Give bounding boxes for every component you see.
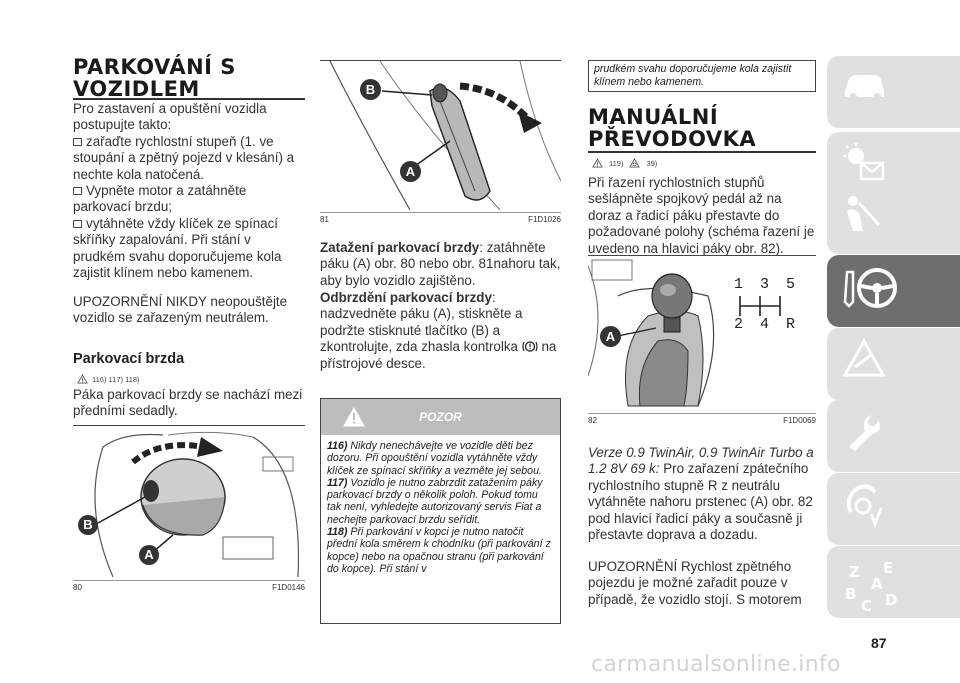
figure-caption <box>73 580 305 592</box>
title-line-2: PŘEVODOVKA <box>588 127 757 151</box>
tab-safety[interactable] <box>827 182 960 254</box>
gear-pattern-top: 1 3 5 <box>734 276 800 293</box>
svg-text:D: D <box>885 591 898 609</box>
warning-refs: 116) 117) 118) <box>77 374 140 384</box>
figure-82 <box>588 255 816 408</box>
bullet-item: Vypněte motor a zatáhněte parkovací brzdu; <box>73 183 247 215</box>
svg-text:B: B <box>845 585 857 603</box>
intro-block <box>73 101 305 281</box>
callout-b: B <box>360 79 381 100</box>
brake-warning-light-icon <box>522 340 538 353</box>
figure-code: F1D0146 <box>272 583 305 592</box>
svg-text:C: C <box>861 597 873 611</box>
notice-text: UPOZORNĚNÍ Rychlost zpětného pojezdu je možné zařadit pouze v případě, že vozidlo stojí. S motorem <box>588 559 802 607</box>
warning-triangle-icon <box>77 374 88 384</box>
index-icon <box>841 555 901 611</box>
section-title <box>588 106 828 150</box>
bullet-item: zařaďte rychlostní stupeň (1. ve stoupání a zpětný pojezd v klesání) a nechte kola natočená. <box>73 133 295 182</box>
tab-emergency[interactable] <box>827 328 960 400</box>
figure-rule <box>73 425 305 426</box>
warning-body <box>321 435 560 580</box>
multimedia-icon <box>841 482 887 528</box>
figure-80 <box>73 427 305 577</box>
title-rule <box>73 98 305 100</box>
checkbox-bullet-icon <box>73 138 82 146</box>
svg-text:A: A <box>871 575 883 593</box>
title-line-1: PARKOVÁNÍ S <box>73 55 236 79</box>
warning-item: 116) Nikdy nenechávejte ve vozidle děti bez dozoru. Při opouštění vozidla vytáhněte vždy klíček ze spínací skříňky a vezměte jej sebou. <box>327 440 542 477</box>
warning-light-icon <box>841 141 887 187</box>
figure-caption <box>588 413 816 425</box>
steering-icon <box>841 264 901 314</box>
title-rule <box>588 151 816 153</box>
figure-number: 80 <box>73 583 82 592</box>
page-number: 87 <box>871 635 887 651</box>
callout-a: A <box>400 161 421 182</box>
svg-text:Z: Z <box>849 563 860 581</box>
warning-item: 117) Vozidlo je nutno zabrzdit zatažením páky parkovací brzdy o několik poloh. Pokud tomu tak není, vyhledejte autorizovaný servis Fiat a nechejte parkovací brzdu seřídit. <box>327 476 543 526</box>
warning-item: 118) Při parkování v kopci je nutno natočit přední kola směrem k chodníku (při parkování z kopce) nebo na opačnou stranu (při parkování do kopce). Při stání v <box>327 526 551 575</box>
tab-index[interactable] <box>827 546 960 618</box>
engage-brake-text: Zatažení parkovací brzdy: zatáhněte páku (A) obr. 80 nebo obr. 81nahoru tak, aby bylo vozidlo zajištěno. <box>320 240 561 288</box>
title-line-1: MANUÁLNÍ <box>588 105 719 129</box>
figure-code: F1D1026 <box>528 215 561 224</box>
warning-box <box>320 398 561 624</box>
tab-multimedia[interactable] <box>827 473 960 545</box>
figure-code: F1D0069 <box>783 416 816 425</box>
car-icon <box>841 65 887 105</box>
figure-caption <box>320 212 561 224</box>
emergency-icon <box>841 337 887 383</box>
svg-text:E: E <box>883 559 894 577</box>
release-brake-text: Odbrzdění parkovací brzdy: nadzvedněte páku (A), stiskněte a podržte stisknuté tlačítko (B) a zkontrolujte, zda zhasla kontrolka na přístrojové desce. <box>320 290 557 371</box>
subsection-heading: Parkovací brzda <box>73 351 185 367</box>
notice-text: UPOZORNĚNÍ NIKDY neopouštějte vozidlo se zařazeným neutrálem. <box>73 294 288 326</box>
callout-b: B <box>78 515 98 535</box>
section-title <box>73 56 313 100</box>
warning-title: POZOR <box>419 410 462 424</box>
service-icon <box>841 409 887 455</box>
checkbox-bullet-icon <box>73 187 82 195</box>
safety-icon <box>841 191 887 237</box>
callout-a: A <box>139 545 159 565</box>
tab-car[interactable] <box>827 56 960 128</box>
bullet-item: vytáhněte vždy klíček ze spínací skříňky zapalování. Při stání v prudkém svahu doporučujeme kola zajistit klínem nebo kamenem. <box>73 215 282 281</box>
title-line-2: VOZIDLEM <box>73 77 200 101</box>
figure-number: 82 <box>588 416 597 425</box>
gear-pattern-bottom: 2 4 R <box>734 316 800 333</box>
intro-text: Pro zastavení a opuštění vozidla postupujte takto: <box>73 101 267 133</box>
checkbox-bullet-icon <box>73 220 82 228</box>
gear-intro-text: Při řazení rychlostních stupňů sešlápněte spojkový pedál až na doraz a řadicí páku přestavte do požadované polohy (schéma řazení je uvedeno na hlavici páky obr. 82). <box>588 175 815 256</box>
callout-a: A <box>600 326 621 347</box>
warning-header <box>321 399 560 435</box>
tab-service[interactable] <box>827 400 960 472</box>
reverse-gear-text: Verze 0.9 TwinAir, 0.9 TwinAir Turbo a 1.2 8V 69 k: Pro zařazení zpátečního rychlostního stupně R z neutrálu vytáhněte nahoru prstenec (A) obr. 82 pod hlavicí řadicí páky a současně ji přestavte doprava a dozadu. <box>588 445 814 543</box>
watermark: carmanualsonline.info <box>591 652 841 677</box>
continued-warning-box: prudkém svahu doporučujeme kola zajistit klínem nebo kamenem. <box>588 60 816 92</box>
warning-triangle-icon <box>592 158 603 168</box>
tab-starting-driving[interactable] <box>827 255 960 327</box>
handbrake-lever-illustration <box>320 61 561 210</box>
warning-refs: 119) 39) <box>592 158 657 168</box>
handbrake-illustration <box>73 427 305 577</box>
figure-81 <box>320 60 561 209</box>
caution-triangle-icon <box>629 158 640 168</box>
lever-location-text: Páka parkovací brzdy se nachází mezi předními sedadly. <box>73 387 303 419</box>
figure-number: 81 <box>320 215 329 224</box>
